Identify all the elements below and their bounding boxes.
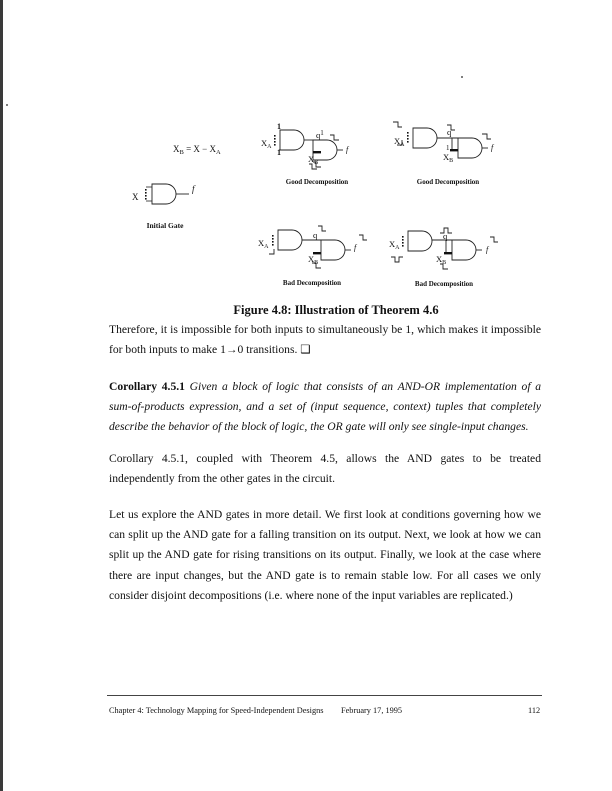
svg-text:XA: $X_A$ — [394, 136, 405, 148]
svg-text:1: 1 — [446, 144, 450, 152]
footer-divider — [107, 695, 542, 696]
paragraph-corollary-coupled: Corollary 4.5.1, coupled with Theorem 4.5, allows the AND gates to be treated independently from the other gates in the circuit. — [109, 452, 541, 486]
figure-caption: Figure 4.8: Illustration of Theorem 4.6 — [233, 303, 439, 317]
initial-gate — [132, 184, 196, 230]
svg-text:q: q — [447, 127, 452, 137]
svg-text:f: f — [346, 145, 349, 154]
panel-label: Good Decomposition — [285, 178, 349, 186]
svg-text:XB: $X_B$ — [308, 254, 319, 266]
panel-bad-decomposition-1 — [258, 226, 367, 287]
footer-chapter-title: Chapter 4: Technology Mapping for Speed-Independent Designs — [109, 706, 324, 715]
svg-text:XB: $X_B$ — [443, 152, 454, 164]
svg-text:q: q — [443, 231, 448, 241]
initial-gate-output-f: f — [192, 184, 195, 194]
svg-text:1: 1 — [277, 122, 281, 131]
footer-page-number: 112 — [528, 706, 541, 715]
footer-date: February 17, 1995 — [341, 706, 403, 715]
svg-text:f: f — [491, 143, 494, 152]
svg-text:f: f — [354, 243, 357, 252]
svg-text:XA: $X_A$ — [261, 138, 272, 150]
initial-gate-input-x: X — [132, 192, 139, 202]
svg-text:XB: $X_B$ — [436, 254, 447, 266]
panel-good-decomposition-1 — [261, 122, 350, 186]
decomposition-equation: $X_B = X - X_A$ — [173, 144, 221, 156]
svg-text:f: f — [486, 245, 489, 254]
paragraph-explore-and-gates: Let us explore the AND gates in more detail. We first look at conditions governing how we can split up the AND gate for a falling transition on its output. Next, we look at how we can split up the AND gate for rising transitions on its output. Finally, we look at the case where there are input changes, but the AND gate is to remain stable low. For all cases we only consider disjoint decompositions (i.e. where none of the input variables are replicated.) — [109, 508, 541, 602]
panel-bad-decomposition-2 — [389, 228, 498, 288]
svg-text:1: 1 — [277, 148, 281, 157]
initial-gate-label: Initial Gate — [146, 221, 184, 230]
paragraph-therefore: Therefore, it is impossible for both inputs to simultaneously be 1, which makes it impossible for both inputs to make 1→0 transitions. ❑ — [109, 323, 541, 357]
panel-label: Bad Decomposition — [414, 280, 474, 288]
corollary-text: Given a block of logic that consists of an AND-OR implementation of a sum-of-products expression, and a set of (input sequence, context) tuples that completely describe the behavior of the block of logic, the OR gate will only see single-input changes. — [109, 380, 542, 434]
panel-label: Good Decomposition — [416, 178, 480, 186]
corollary-label: Corollary 4.5.1 — [109, 380, 185, 393]
corollary-4-5-1 — [109, 377, 541, 438]
svg-text:q1: $q^1$ — [316, 129, 324, 140]
panel-good-decomposition-2 — [393, 122, 495, 186]
svg-text:XB: $X_B$ — [308, 154, 319, 166]
panel-label: Bad Decomposition — [282, 279, 342, 287]
figure-4-8 — [0, 0, 612, 300]
svg-text:XA: $X_A$ — [258, 238, 269, 250]
svg-text:q: q — [313, 230, 318, 240]
svg-text:XA: $X_A$ — [389, 239, 400, 251]
